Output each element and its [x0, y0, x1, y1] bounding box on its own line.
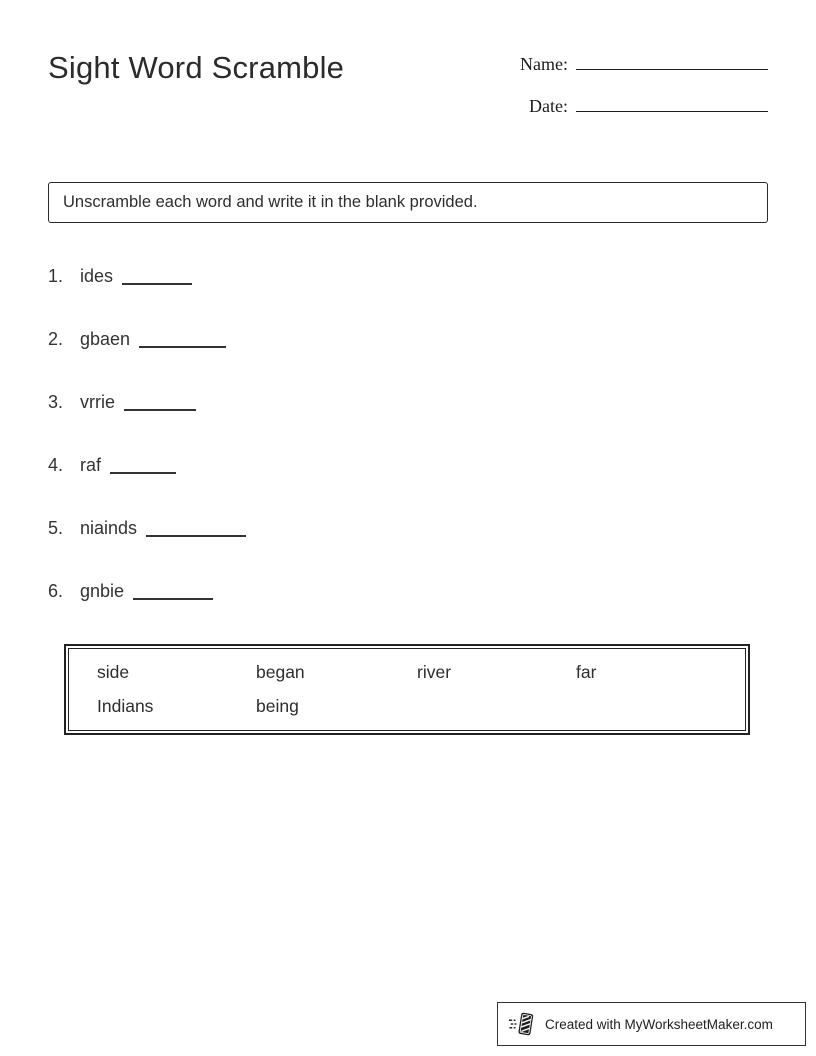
bank-word: river	[417, 662, 452, 682]
scrambled-word: gnbie	[80, 581, 125, 601]
name-fill-line[interactable]	[576, 50, 768, 70]
date-label: Date:	[529, 96, 568, 116]
bank-word: side	[97, 662, 130, 682]
name-date-block	[510, 50, 768, 134]
header	[0, 0, 816, 134]
date-row	[510, 92, 768, 117]
instructions-text: Unscramble each word and write it in the blank provided.	[63, 193, 478, 211]
item-number: 2.	[48, 329, 64, 349]
answer-blank[interactable]	[122, 269, 192, 285]
item-number: 5.	[48, 518, 64, 538]
scramble-item-list	[48, 266, 768, 605]
answer-blank[interactable]	[139, 332, 226, 348]
item-number: 3.	[48, 392, 64, 412]
footer-credit-text: Created with MyWorksheetMaker.com	[545, 1016, 773, 1032]
instructions-box	[48, 182, 768, 223]
bank-word: Indians	[97, 696, 154, 716]
page-title: Sight Word Scramble	[48, 50, 345, 85]
answer-blank[interactable]	[146, 521, 246, 537]
item-number: 6.	[48, 581, 64, 601]
scramble-item	[48, 266, 768, 290]
word-bank	[64, 644, 750, 735]
date-fill-line[interactable]	[576, 92, 768, 112]
bank-word: being	[256, 696, 299, 716]
bank-word: began	[256, 662, 305, 682]
item-number: 1.	[48, 266, 64, 286]
answer-blank[interactable]	[124, 395, 196, 411]
scramble-item	[48, 329, 768, 353]
word-bank-grid	[97, 660, 735, 718]
answer-blank[interactable]	[133, 584, 213, 600]
scrambled-word: ides	[80, 266, 114, 286]
scramble-item	[48, 518, 768, 542]
answer-blank[interactable]	[110, 458, 176, 474]
name-label: Name:	[520, 54, 568, 74]
scramble-item	[48, 455, 768, 479]
bank-word: far	[576, 662, 597, 682]
scrambled-word: gbaen	[80, 329, 131, 349]
scramble-item	[48, 581, 768, 605]
scramble-item	[48, 392, 768, 416]
scrambled-word: vrrie	[80, 392, 115, 412]
item-number: 4.	[48, 455, 64, 475]
name-row	[510, 50, 768, 75]
scrambled-word: raf	[80, 455, 102, 475]
scrambled-word: niainds	[80, 518, 138, 538]
flying-worksheet-icon	[508, 1009, 538, 1039]
footer-credit-badge[interactable]	[497, 1002, 806, 1046]
word-bank-inner-border	[68, 648, 746, 731]
